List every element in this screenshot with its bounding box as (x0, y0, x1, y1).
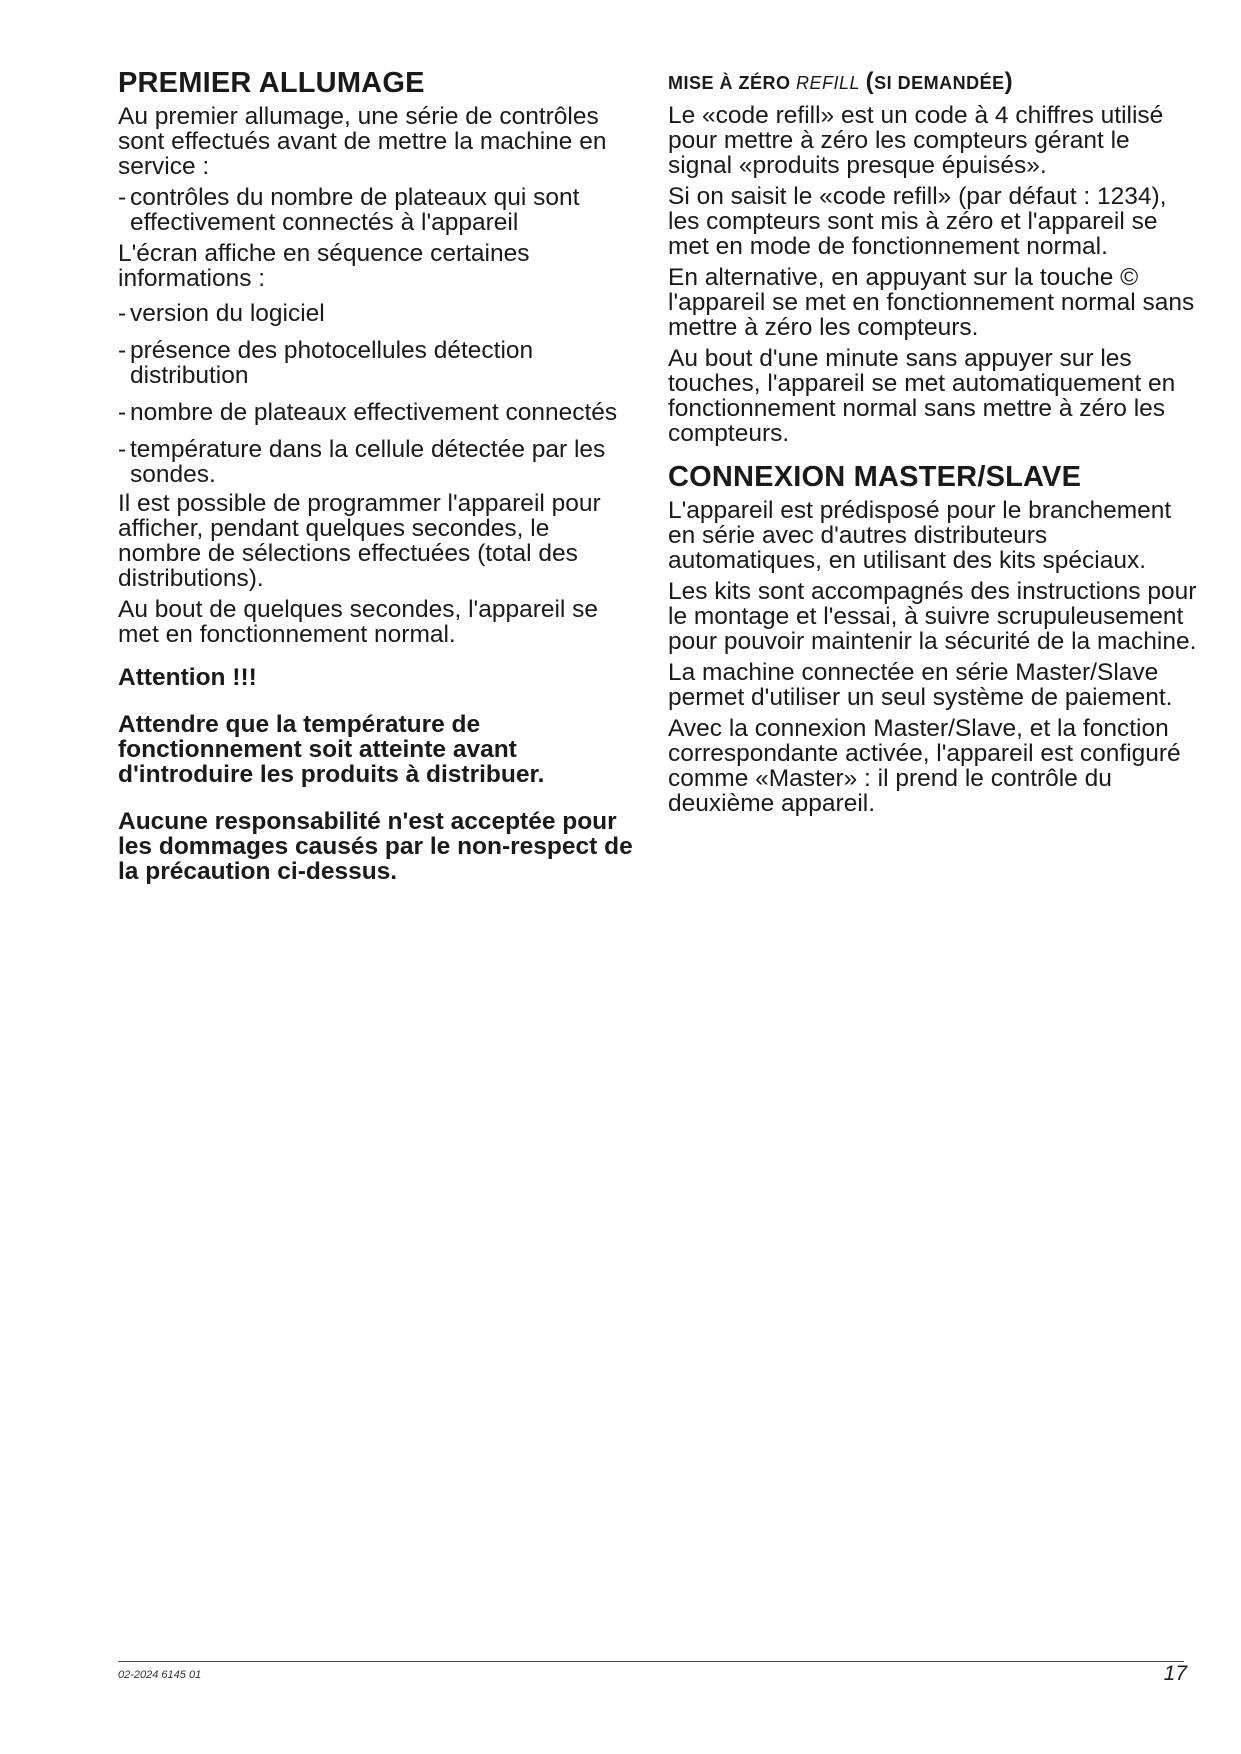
footer-divider (118, 1661, 1184, 1662)
subsection-title-part: SI DEMANDÉE (874, 73, 1005, 93)
paragraph-normal-operation: Au bout de quelques secondes, l'appareil se met en fonctionnement normal. (118, 596, 599, 648)
paragraph-refill-default: Si on saisit le «code refill» (par défaut : 1234), les compteurs sont mis à zéro et l'appareil se met en mode de fonctionnement normal. (668, 183, 1167, 260)
paragraph-refill-code: Le «code refill» est un code à 4 chiffres utilisé pour mettre à zéro les compteurs gérant le signal «produits presque épuisés». (668, 102, 1164, 179)
display-info-list (118, 301, 638, 487)
paragraph-master-config: Avec la connexion Master/Slave, et la fonction correspondante activée, l'appareil est configuré comme «Master» : il prend le contrôle du deuxième appareil. (668, 715, 1188, 817)
paragraph-timeout: Au bout d'une minute sans appuyer sur les touches, l'appareil se met automatiquement en fonctionnement normal sans mettre à zéro les compteurs. (668, 345, 1176, 447)
list-item: - contrôles du nombre de plateaux qui sont effectivement connectés à l'appareil (118, 185, 638, 235)
warning-title: Attention !!! (118, 664, 257, 691)
subsection-title-paren-close: ) (1004, 68, 1014, 95)
left-column (118, 66, 638, 890)
subsection-title-part: MISE À ZÉRO (668, 73, 791, 93)
paragraph-payment: La machine connectée en série Master/Slave permet d'utiliser un seul système de paiement. (668, 659, 1173, 711)
list-item: - présence des photocellules détection distribution (118, 338, 638, 388)
paragraph-programming: Il est possible de programmer l'appareil pour afficher, pendant quelques secondes, le nombre de sélections effectuées (total des distributions). (118, 490, 601, 592)
list-item: - version du logiciel (118, 301, 638, 326)
section-title-master-slave: CONNEXION MASTER/SLAVE (668, 461, 1082, 493)
right-column (668, 66, 1198, 822)
paragraph-branching: L'appareil est prédisposé pour le branchement en série avec d'autres distributeurs automatiques, en utilisant des kits spéciaux. (668, 497, 1172, 574)
section-title-premier-allumage: PREMIER ALLUMAGE (118, 67, 425, 99)
warning-paragraph-responsibility: Aucune responsabilité n'est acceptée pour les dommages causés par le non-respect de la précaution ci-dessus. (118, 808, 633, 885)
subsection-title-refill-reset (668, 70, 1198, 95)
warning-paragraph-temperature: Attendre que la température de fonctionnement soit atteinte avant d'introduire les produits à distribuer. (118, 711, 545, 788)
list-item: - nombre de plateaux effectivement connectés (118, 400, 638, 425)
paragraph-alternative: En alternative, en appuyant sur la touche © l'appareil se met en fonctionnement normal sans mettre à zéro les compteurs. (668, 264, 1195, 341)
document-reference: 02-2024 6145 01 (118, 1669, 202, 1681)
list-item: - température dans la cellule détectée par les sondes. (118, 437, 638, 487)
paragraph-display-sequence: L'écran affiche en séquence certaines informations : (118, 240, 530, 292)
subsection-title-paren-open: ( (865, 68, 875, 95)
paragraph-intro: Au premier allumage, une série de contrôles sont effectués avant de mettre la machine en service : (118, 103, 607, 180)
paragraph-kits: Les kits sont accompagnés des instructions pour le montage et l'essai, à suivre scrupuleusement pour pouvoir maintenir la sécurité de la machine. (668, 578, 1197, 655)
subsection-title-refill: REFILL (796, 73, 861, 93)
page-number: 17 (1163, 1662, 1187, 1685)
checks-list (118, 185, 638, 235)
